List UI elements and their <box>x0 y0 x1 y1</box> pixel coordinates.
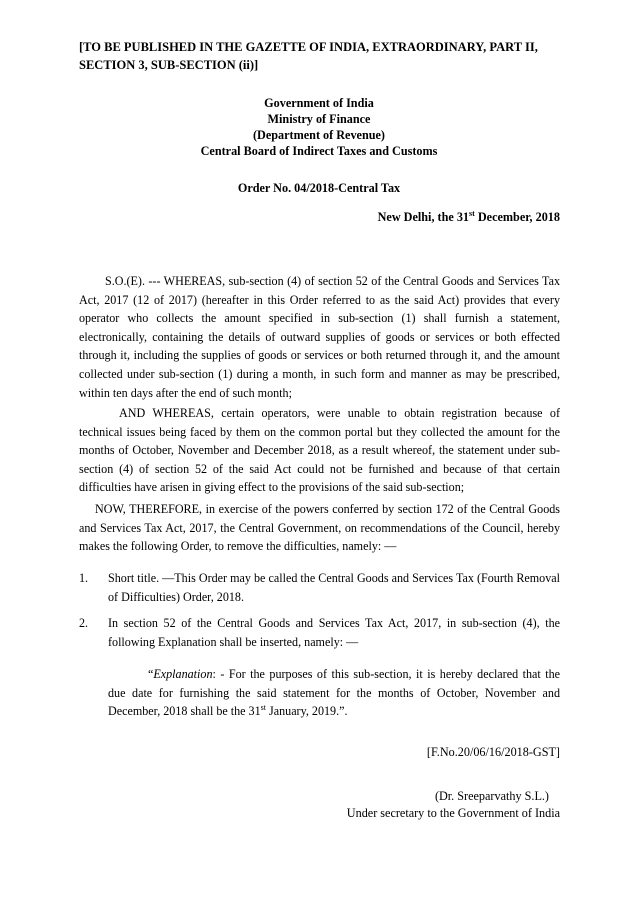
file-number: [F.No.20/06/16/2018-GST] <box>426 745 560 759</box>
now-therefore-paragraph: NOW, THEREFORE, in exercise of the powers conferred by section 172 of the Central Goods and Services Tax Act, 2017, the Central Government, on recommendations of the Council, hereby makes the following Order, to remove the difficulties, namely: — <box>79 502 560 554</box>
and-whereas-paragraph: AND WHEREAS, certain operators, were unable to obtain registration because of technical issues being faced by them on the common portal but they collected the amount for the months of October, November and December 2018, as a result whereof, the statement under sub-section (4) of section 52 of the said Act could not be furnished and because of that certain difficulties have arisen in giving effect to the provisions of the said sub-section; <box>79 406 560 495</box>
whereas-paragraph: S.O.(E). --- WHEREAS, sub-section (4) of section 52 of the Central Goods and Services Tax Act, 2017 (12 of 2017) (hereafter in this Order referred to as the said Act) provides that every operator who collects the amount specified in sub-section (1) shall furnish a statement, electronically, containing the details of outward supplies of goods or services or both effected through it, including the supplies of goods or services or both returned through it, and the amount collected under sub-section (1) during a month, in such form and manner as may be prescribed, within ten days after the end of such month; <box>79 274 560 400</box>
board-name: Central Board of Indirect Taxes and Customs <box>200 144 438 158</box>
gazette-header: [TO BE PUBLISHED IN THE GAZETTE OF INDIA, EXTRAORDINARY, PART II, SECTION 3, SUB-SECTION (ii)] <box>79 40 538 72</box>
list-item: 1. Short title. —This Order may be called the Central Goods and Services Tax (Fourth Removal of Difficulties) Order, 2018. <box>79 571 560 604</box>
government-name: Government of India <box>264 96 374 110</box>
signatory-name: (Dr. Sreeparvathy S.L.) <box>434 789 549 803</box>
order-number: Order No. 04/2018-Central Tax <box>237 181 401 195</box>
explanation-block: “Explanation: - For the purposes of this sub-section, it is hereby declared that the due date for furnishing the said statement for the months of October, November and December, 2018 shall be the 31st January, 2019.”. <box>108 667 560 719</box>
list-item: 2. In section 52 of the Central Goods and Services Tax Act, 2017, in sub-section (4), the following Explanation shall be inserted, namely: –– <box>79 616 560 649</box>
order-clauses-2 <box>79 614 560 651</box>
signatory-designation: Under secretary to the Government of India <box>346 806 560 820</box>
ministry-name: Ministry of Finance <box>267 112 371 126</box>
department-name: (Department of Revenue) <box>253 128 385 142</box>
order-clauses <box>79 569 560 606</box>
place-date: New Delhi, the 31st December, 2018 <box>377 208 560 224</box>
